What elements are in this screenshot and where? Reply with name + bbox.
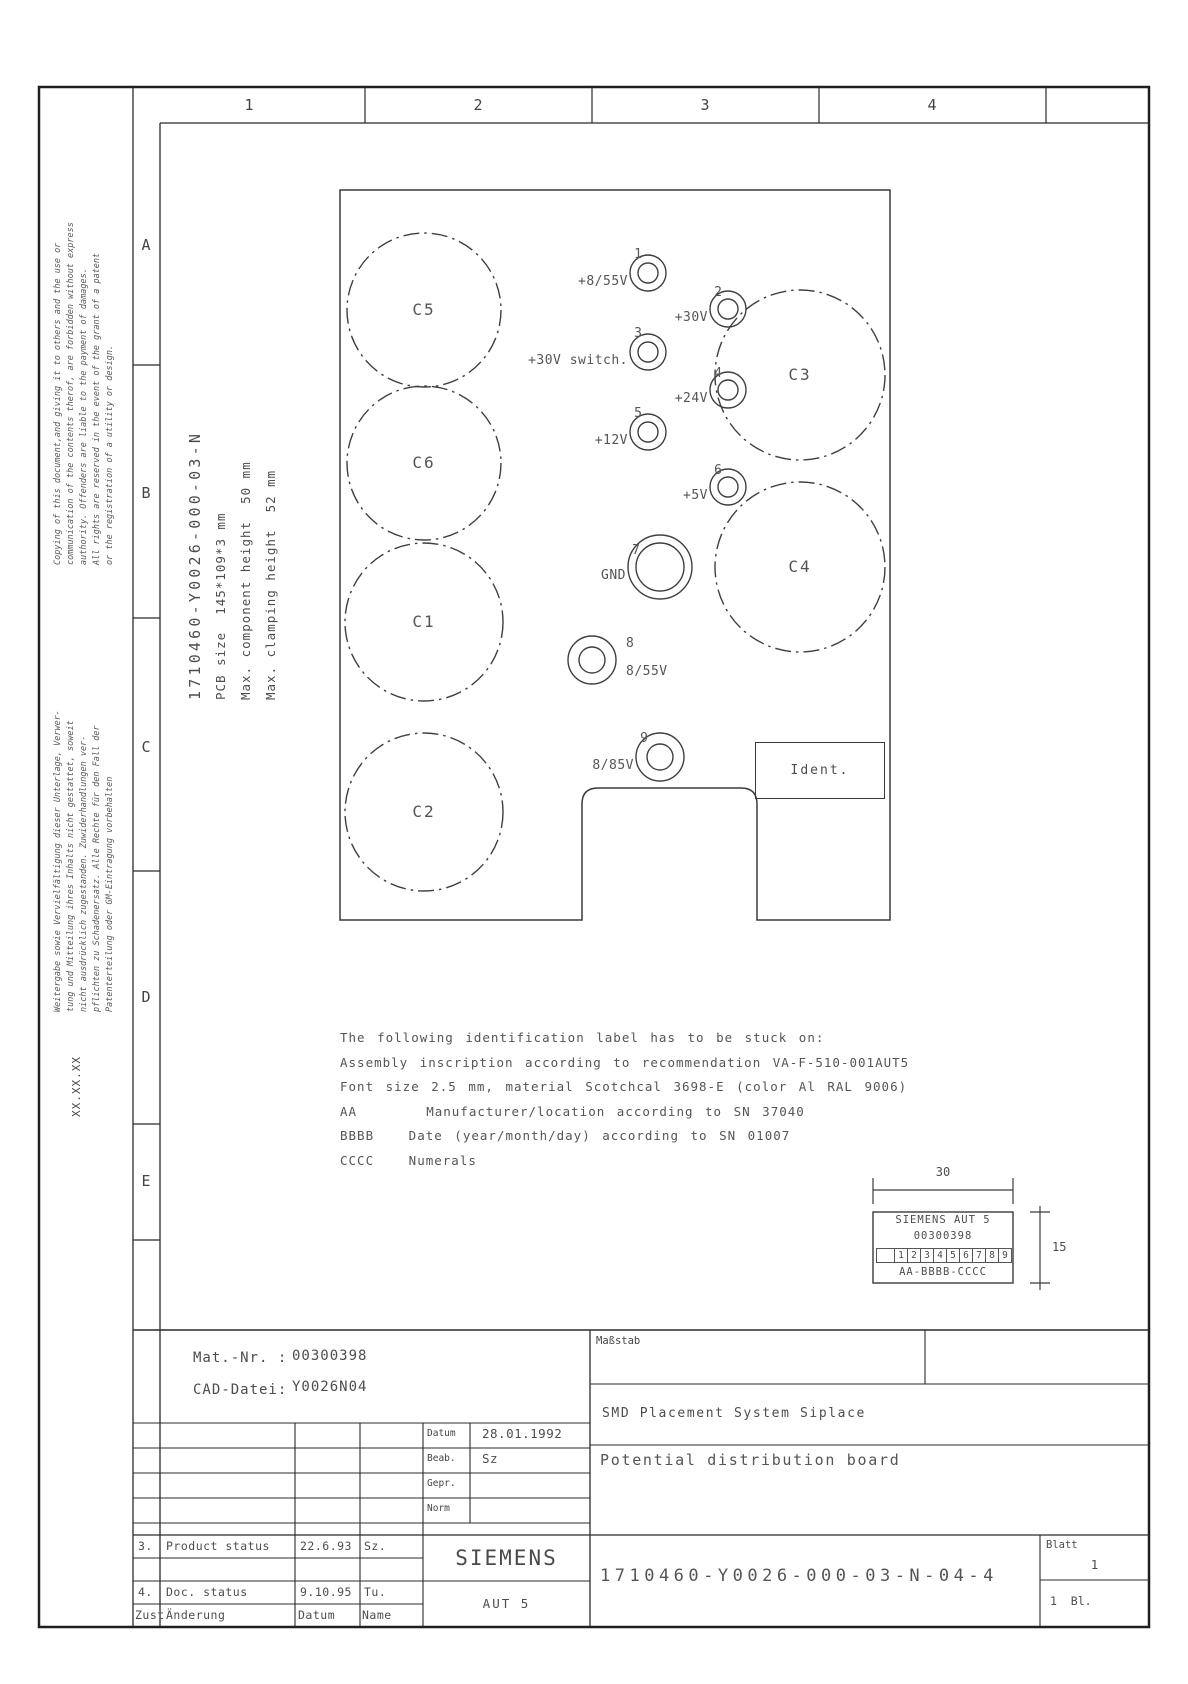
field-value-Beab: Sz: [482, 1451, 499, 1466]
pad-inner-3: [638, 342, 658, 362]
label-line-company: SIEMENS AUT 5: [895, 1214, 991, 1226]
revision-date: 22.6.93: [300, 1539, 352, 1553]
pad-inner-2: [718, 299, 738, 319]
column-label: 3: [700, 96, 710, 114]
pad-voltage-1: +8/55V: [578, 274, 628, 289]
field-value-Datum: 28.01.1992: [482, 1426, 563, 1441]
pad-voltage-6: +5V: [683, 488, 708, 503]
board-info: [182, 422, 283, 700]
cad-file-value: Y0026N04: [292, 1379, 368, 1395]
capacitor-label-C4: C4: [788, 557, 812, 576]
revision-date: 9.10.95: [300, 1585, 352, 1599]
legal-text-english: Copying of this document,and giving it to others and the use or communication of the contents therof, are forbidden without express authority. Offenders are liable to the payment of damages. All rights are reserved in the event of the grant of a patent or the registration of a utility or design.: [53, 222, 115, 565]
pad-inner-6: [718, 477, 738, 497]
pad-number-3: 3: [634, 326, 642, 341]
label-line-matnr: 00300398: [913, 1230, 973, 1242]
dept-label: AUT 5: [482, 1596, 531, 1611]
label-cell-9: 9: [998, 1248, 1012, 1263]
identification-note: The following identification label has to be stuck on: Assembly inscription according to recommendation VA-F-510-001AUT5 Font size 2.5 mm, material Scotchcal 3698-E (color Al RAL 9006) AA Manufacturer/location according to SN 37040 BBBB Date (year/month/day) according to SN 01007 CCCC Numerals: [340, 1030, 910, 1168]
field-label-Gepr: Gepr.: [427, 1478, 456, 1489]
rev-header-name: Name: [362, 1608, 392, 1622]
rev-header-change: Änderung: [166, 1608, 226, 1622]
revision-zust: 3.: [138, 1539, 153, 1553]
pad-inner-8: [579, 647, 605, 673]
revision-name: Sz.: [364, 1539, 387, 1553]
field-label-Beab: Beab.: [427, 1453, 456, 1464]
row-label: D: [141, 988, 151, 1006]
ident-box: [755, 742, 885, 799]
cad-file-label: CAD-Datei:: [193, 1382, 288, 1398]
pad-number-8: 8: [626, 636, 634, 651]
pad-voltage-5: +12V: [594, 433, 628, 448]
bl-value: 1 Bl.: [1050, 1594, 1092, 1608]
rev-header-zust: Zust: [135, 1608, 165, 1622]
pad-voltage-9: 8/85V: [592, 758, 634, 773]
revision-name: Tu.: [364, 1585, 387, 1599]
label-cell-6: 6: [959, 1248, 973, 1263]
pad-outer-8: [568, 636, 616, 684]
label-cell-2: 2: [907, 1248, 921, 1263]
label-height-dimension: 15: [1052, 1240, 1067, 1254]
label-line-code: AA-BBBB-CCCC: [899, 1266, 987, 1278]
label-cell-3: 3: [920, 1248, 934, 1263]
column-label: 1: [244, 96, 254, 114]
pad-inner-9: [647, 744, 673, 770]
pad-number-6: 6: [714, 463, 722, 478]
column-label: 2: [473, 96, 483, 114]
pad-voltage-8: 8/55V: [626, 664, 668, 679]
row-label: A: [141, 236, 151, 254]
field-label-Norm: Norm: [427, 1503, 450, 1514]
revision-zust: 4.: [138, 1585, 153, 1599]
label-cell-8: 8: [985, 1248, 999, 1263]
pad-number-9: 9: [640, 731, 648, 746]
pad-voltage-2: +30V: [674, 310, 708, 325]
board-pcb-size: PCB size 145*109*3 mm: [213, 512, 228, 700]
mat-nr-value: 00300398: [292, 1348, 368, 1364]
pad-inner-1: [638, 263, 658, 283]
pad-voltage-4: +24V: [674, 391, 708, 406]
revision-change: Product status: [166, 1539, 270, 1553]
label-cell-7: 7: [972, 1248, 986, 1263]
rev-header-date: Datum: [298, 1608, 336, 1622]
board-component-height: Max. component height 50 mm: [238, 461, 253, 700]
pad-number-1: 1: [634, 247, 642, 262]
label-width-dimension: 30: [935, 1165, 951, 1179]
legal-text-german: Weitergabe sowie Vervielfältigung dieser Unterlage, Verwer- tung und Mitteilung ihres Inhalts nicht gestattet, soweit nicht ausdrücklich zugestanden. Zuwiderhandlungen ver- pflichten zu Schadenersatz. Alle Rechte für den Fall der Patenterteilung oder GM-Eintragung vorbehalten: [53, 710, 115, 1012]
capacitor-label-C3: C3: [788, 365, 812, 384]
system-name: SMD Placement System Siplace: [602, 1406, 866, 1421]
date-placeholder: XX.XX.XX: [70, 1056, 83, 1117]
massstab-label: Maßstab: [596, 1335, 641, 1347]
row-label: B: [141, 484, 151, 502]
label-digit-cells: [877, 1248, 1012, 1263]
pad-inner-4: [718, 380, 738, 400]
siemens-logo: SIEMENS: [455, 1546, 558, 1570]
pad-number-4: 4: [714, 366, 722, 381]
capacitor-label-C2: C2: [412, 802, 436, 821]
pad-voltage-7: GND: [601, 568, 626, 583]
label-cell-5: 5: [946, 1248, 960, 1263]
revision-change: Doc. status: [166, 1585, 248, 1599]
row-label: E: [141, 1172, 151, 1190]
document-number: 1710460-Y0026-000-03-N-04-4: [600, 1566, 998, 1586]
column-label: 4: [927, 96, 937, 114]
field-label-Datum: Datum: [427, 1428, 456, 1439]
capacitor-label-C5: C5: [412, 300, 436, 319]
capacitor-label-C1: C1: [412, 612, 436, 631]
pad-number-5: 5: [634, 406, 642, 421]
pad-number-7: 7: [632, 543, 640, 558]
pad-voltage-3: +30V switch.: [528, 353, 628, 368]
blatt-value: 1: [1090, 1557, 1099, 1572]
row-label: C: [141, 738, 151, 756]
mat-nr-label: Mat.-Nr. :: [193, 1350, 288, 1366]
pad-inner-7: [636, 543, 684, 591]
drawing-title: Potential distribution board: [600, 1451, 901, 1469]
label-cell-1: 1: [894, 1248, 908, 1263]
board-clamping-height: Max. clamping height 52 mm: [263, 469, 278, 700]
pad-number-2: 2: [714, 285, 722, 300]
blatt-label: Blatt: [1046, 1539, 1078, 1551]
ident-label: Ident.: [790, 763, 850, 778]
board-part-number: 1710460-Y0026-000-03-N: [186, 430, 204, 700]
capacitor-label-C6: C6: [412, 453, 436, 472]
label-cell-4: 4: [933, 1248, 947, 1263]
label-cell-blank: [876, 1248, 895, 1263]
pad-inner-5: [638, 422, 658, 442]
